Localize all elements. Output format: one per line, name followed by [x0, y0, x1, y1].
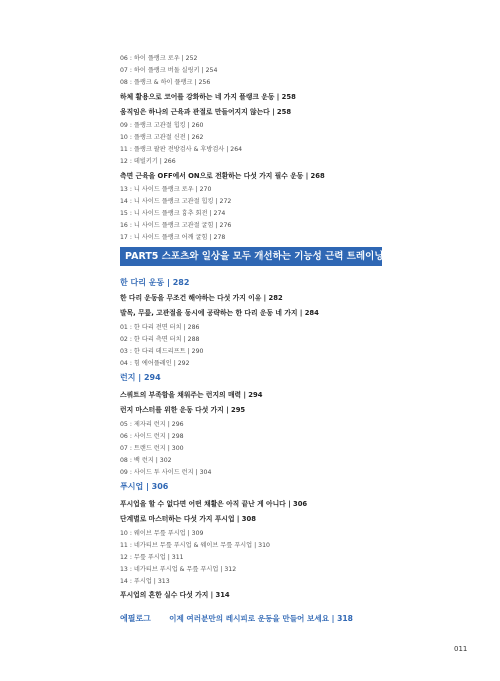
toc-item: 16 : 니 사이드 플랭크 고관절 굴힘 | 276	[120, 222, 232, 229]
toc-item: 09 : 플랭크 고관절 힙킹 | 260	[120, 122, 204, 129]
toc-heading: 움직임은 하나의 근육과 관절로 만들어지지 않는다 | 258	[120, 108, 292, 116]
toc-heading: 스쿼트의 부족함을 채워주는 런지의 매력 | 294	[120, 391, 263, 399]
toc-heading: 하체 활용으로 코어를 강화하는 네 가지 플랭크 운동 | 258	[120, 93, 296, 101]
toc-item: 11 : 네가티브 무릎 푸시업 & 웨이브 무릎 푸시업 | 310	[120, 542, 270, 549]
toc-item: 10 : 플랭크 고관절 신전 | 262	[120, 134, 204, 141]
toc-item: 14 : 니 사이드 플랭크 고관절 힙킹 | 272	[120, 198, 232, 205]
toc-item: 17 : 니 사이드 플랭크 어깨 굴힘 | 278	[120, 234, 226, 241]
toc-item: 09 : 사이드 투 사이드 런지 | 304	[120, 469, 212, 476]
toc-item: 07 : 트랜드 런지 | 300	[120, 445, 184, 452]
epilogue-row	[120, 606, 353, 625]
toc-item: 07 : 하이 플랭크 버돌 실링키 | 254	[120, 67, 218, 74]
toc-heading: 푸시업의 흔한 실수 다섯 가지 | 314	[120, 591, 230, 599]
toc-item: 08 : 백 런지 | 302	[120, 457, 172, 464]
section-title-lunge: 런지 | 294	[120, 373, 161, 382]
toc-item: 04 : 힘 에어플레인 | 292	[120, 360, 190, 367]
toc-item: 11 : 플랭크 팔판 전방검사 & 후방검사 | 264	[120, 146, 243, 153]
toc-item: 02 : 한 다리 측면 터치 | 288	[120, 336, 200, 343]
toc-heading: 단계별로 마스터하는 다섯 가지 푸시업 | 308	[120, 515, 256, 523]
toc-item: 15 : 니 사이드 플랭크 흉추 회전 | 274	[120, 210, 226, 217]
toc-item: 08 : 플랭크 & 하이 플랭크 | 256	[120, 79, 211, 86]
toc-item: 06 : 하이 플랭크 로우 | 252	[120, 55, 198, 62]
toc-item: 14 : 푸시업 | 313	[120, 578, 170, 585]
toc-item: 13 : 니 사이드 플랭크 로우 | 270	[120, 186, 212, 193]
toc-item: 10 : 웨이브 무릎 푸시업 | 309	[120, 530, 204, 537]
part5-banner: PART5 스포츠와 일상을 모두 개선하는 기능성 근력 트레이닝	[120, 247, 382, 266]
toc-heading: 한 다리 운동을 무조건 해야하는 다섯 가지 이유 | 282	[120, 294, 283, 302]
toc-item: 13 : 네가티브 푸시업 & 무릎 푸시업 | 312	[120, 566, 237, 573]
epilogue-title: 이제 여러분만의 레시피로 운동을 만들어 보세요 | 318	[169, 614, 353, 623]
page-number: 011	[454, 645, 468, 653]
section-title-pushup: 푸시업 | 306	[120, 482, 169, 491]
section-title-one-leg: 한 다리 운동 | 282	[120, 278, 190, 287]
toc-item: 03 : 한 다리 데드리프트 | 290	[120, 348, 204, 355]
toc-heading: 푸시업을 할 수 없다면 어떤 채활은 아직 끝난 게 아니다 | 306	[120, 500, 308, 508]
toc-heading: 발목, 무릎, 고관절을 동시에 공략하는 한 다리 운동 네 가지 | 284	[120, 309, 319, 317]
toc-item: 06 : 사이드 런지 | 298	[120, 433, 184, 440]
toc-heading: 런지 마스터를 위한 운동 다섯 가지 | 295	[120, 406, 246, 414]
toc-item: 05 : 제자리 런지 | 296	[120, 421, 184, 428]
toc-item: 12 : 무릎 푸시업 | 311	[120, 554, 184, 561]
epilogue-label: 에필로그	[120, 614, 151, 623]
toc-heading: 측면 근육을 OFF에서 ON으로 전환하는 다섯 가지 필수 운동 | 268	[120, 172, 325, 180]
toc-item: 01 : 한 다리 전면 터치 | 286	[120, 324, 200, 331]
toc-item: 12 : 데빌키기 | 266	[120, 158, 176, 165]
